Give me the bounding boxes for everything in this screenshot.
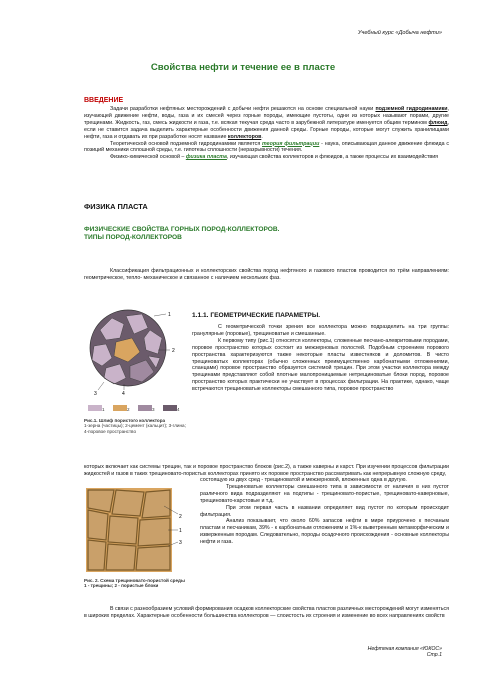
intro-paragraph-1: Задачи разработки нефтяных месторождений с добычи нефти решаются на основе специальной науки подземной гидродинамики, изучающей движение нефти, воды, газа и их смесей через горные породы, имеющие пустоты, одни из которых называют порами, другие трещинами. Жидкость, газ, смесь жидкости и газа, т.е. всякая текучая среда часто в зарубежной литературе именуется общим термином флюид, если не ставится задача выделить характерные особенности движения данной среды. Горные породы, которые могут служить хранилищами нефти, газа и отдавать их при разработке носят название коллекторов. [84, 106, 449, 140]
figure-1-pore-section [84, 306, 184, 396]
porous-block [88, 490, 114, 512]
fig1-label-2: 2 [172, 348, 175, 354]
porous-block [138, 518, 170, 546]
geometric-text-right: С геометрической точки зрения все коллектора можно подразделить на три группы: гранулярные (поровые), трещиноватые и смешанные. К первому типу (рис.1) относятся коллекторы, сложенные песчано-алевритовыми породами, поровое пространство которых состоит из межзерновых полостей. Подобным строением порового пространства характеризуются также некоторые пласты известняков и доломитов. В чисто трещиноватых коллекторах (обычно сложенных преимущественно карбонатными отложениями, сланцами) поровое пространство образуется системой трещин. При этом участки коллектора между трещинами представляют собой плотные малопроницаемые нетрещиноватые блоки пород, поровое пространство которых практически не участвует в процессах фильтрации. На практике, однако, чаще встречаются трещиноватые коллекторы смешанного типа, поровое пространство [192, 324, 449, 393]
intro-heading: ВВЕДЕНИЕ [84, 97, 124, 104]
leader-line [98, 382, 104, 390]
geometric-text-full: которых включает как системы трещин, так и поровое пространство блоков (рис.2), а также каверны и карст. При изучении процессов фильтрации жидкостей и газов в таких трещиновато-пористых коллекторах принято их поровое пространство рассматривать как непрерывную сложную среду, [84, 464, 449, 477]
intro-paragraph-2: Теоретической основой подземной гидродинамики является теория фильтрации - наука, описывающая данное движение флюида с позиций механики сплошной среды, т.е. гипотезы сплошности (неразрывности) течения. [84, 140, 449, 154]
porous-block [106, 544, 136, 570]
fig2-label-3: 3 [179, 540, 182, 546]
classification-paragraph: Классификация фильтрационных и коллекторских свойства пород нефтяного и газового пластов проводится по трём направлениям: геометрическое, тепло- механическое и связанное с наличием нескольких фаз. [84, 268, 449, 281]
legend-swatch-cement [113, 405, 127, 411]
figure-1-caption: Рис.1. Шлиф пористого коллектора 1-зерна (частицы); 2-цемент (кальцит); 3-глина; 4-поровое пространство [84, 418, 186, 434]
geometric-parameters-heading: 1.1.1. ГЕОМЕТРИЧЕСКИЕ ПАРАМЕТРЫ. [192, 312, 321, 319]
fig1-label-4: 4 [122, 391, 125, 396]
intro-paragraph-3: Физико-химической основой – физика пласта, изучающая свойства коллекторов и флюидов, а также процессы их взаимодействия [110, 154, 439, 161]
porous-block [88, 510, 108, 540]
figure-2-caption: Рис. 2. Схема трещиновато-пористой среды 1 - трещины; 2 - пористые блоки [84, 578, 185, 589]
geometric-text-right-2: состоящую из двух сред - трещиноватой и межзерновой, вложенных одна в другую. Трещиноватые коллекторы смешанного типа в зависимости от наличия в них пустот различного вида подразделяют на подтипы - трещиновато-пористые, трещиновато-каверновые, трещиновато-карстовые и т.д. При этом первая часть в названии определяет вид пустот по которым происходит фильтрация. Анализ показывает, что около 60% запасов нефти в мире приурочено к песчаным пластам и песчаникам, 39% - к карбонатным отложениям и 1%-к выветренным метаморфическим и изверженным породам. Следовательно, породы осадочного происхождения - основные коллекторы нефти и газа. [200, 477, 449, 546]
porous-block [88, 540, 106, 570]
page-title: Свойства нефти и течение ее в пласте [150, 62, 336, 73]
legend-swatch-clay [138, 405, 152, 411]
course-header: Учебный курс «Добыча нефти» [357, 30, 442, 36]
porous-block [142, 490, 170, 518]
page-footer: Нефтяная компания «ЮКОС» Стр.1 [367, 646, 442, 659]
porous-block [112, 490, 144, 516]
geometric-text-bottom: В связи с разнообразием условий формирования осадков коллекторские свойства пластов различных месторождений могут изменяться в широких пределах. Характерные особенности большинства коллекторов — слоистость их строения и изменение во всех направлениях свойств [84, 606, 449, 619]
fig2-label-1: 1 [179, 528, 182, 534]
figure-2-fractured-porous-scheme [84, 486, 188, 574]
legend-swatch-pore [163, 405, 177, 411]
fig1-label-3: 3 [94, 391, 97, 396]
fig2-label-2: 2 [179, 514, 182, 520]
figure-1-legend: 1 2 3 4 [88, 398, 188, 416]
leader-line [154, 314, 166, 316]
porous-block [108, 516, 138, 544]
section-heading: ФИЗИКА ПЛАСТА [84, 202, 148, 211]
porous-block [136, 546, 170, 570]
intro-body [84, 106, 449, 161]
subsection-heading: ФИЗИЧЕСКИЕ СВОЙСТВА ГОРНЫХ ПОРОД-КОЛЛЕКТОРОВ. ТИПЫ ПОРОД-КОЛЛЕКТОРОВ [84, 226, 280, 241]
legend-swatch-grain [88, 405, 102, 411]
fig1-label-1: 1 [168, 312, 171, 318]
